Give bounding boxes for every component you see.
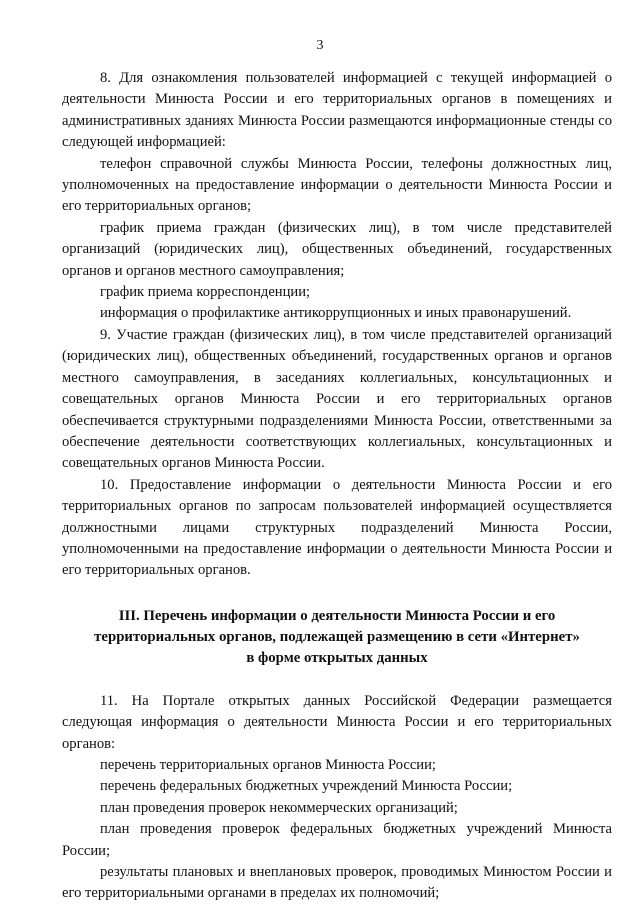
paragraph-8: 8. Для ознакомления пользователей информацией с текущей информацией о деятельности Минюста России и его территориальных органов в помещениях и административных зданиях Минюста России размещаются информационные стенды со следующей информацией:: [62, 70, 612, 151]
list-item: перечень территориальных органов Минюста России;: [100, 756, 436, 773]
list-item: перечень федеральных бюджетных учреждений Минюста России;: [100, 778, 513, 795]
document-body: [62, 68, 612, 905]
paragraph-9: 9. Участие граждан (физических лиц), в том числе представителей организаций (юридических лиц), общественных объединений, государственных органов и органов местного самоуправления, в заседаниях коллегиальных, консультационных и совещательных органов Минюста России и его территориальных органов обеспечивается структурными подразделениями Минюста России, ответственными за обеспечение деятельности соответствующих коллегиальных, консультационных и совещательных органов Минюста России.: [62, 326, 612, 472]
paragraph-11: 11. На Портале открытых данных Российской Федерации размещается следующая информация о деятельности Минюста России и его территориальных органов:: [62, 692, 612, 752]
list-item: информация о профилактике антикоррупционных и иных правонарушений.: [100, 305, 572, 322]
list-item: план проведения проверок федеральных бюджетных учреждений Минюста России;: [62, 821, 612, 859]
section-heading-line: в форме открытых данных: [246, 649, 428, 666]
list-item: график приема граждан (физических лиц), в том числе представителей организаций (юридических лиц), общественных объединений, государственных органов и органов местного самоуправления;: [62, 219, 612, 279]
list-item: результаты плановых и внеплановых проверок, проводимых Минюстом России и его территориальными органами в пределах их полномочий;: [62, 864, 612, 902]
section-heading-line: территориальных органов, подлежащей размещению в сети «Интернет»: [94, 628, 580, 645]
list-item: график приема корреспонденции;: [100, 284, 311, 301]
list-item: телефон справочной службы Минюста России, телефоны должностных лиц, уполномоченных на предоставление информации о деятельности Минюста России и его территориальных органов;: [62, 155, 612, 215]
page-number: 3: [316, 38, 324, 53]
section-heading: [62, 606, 612, 669]
section-heading-line: III. Перечень информации о деятельности Минюста России и его: [118, 607, 556, 624]
paragraph-10: 10. Предоставление информации о деятельности Минюста России и его территориальных органов по запросам пользователей информацией осуществляется должностными лицами структурных подразделений Минюста России, уполномоченными на предоставление информации о деятельности Минюста России и его территориальных органов.: [62, 476, 612, 579]
list-item: план проведения проверок некоммерческих организаций;: [100, 799, 458, 816]
